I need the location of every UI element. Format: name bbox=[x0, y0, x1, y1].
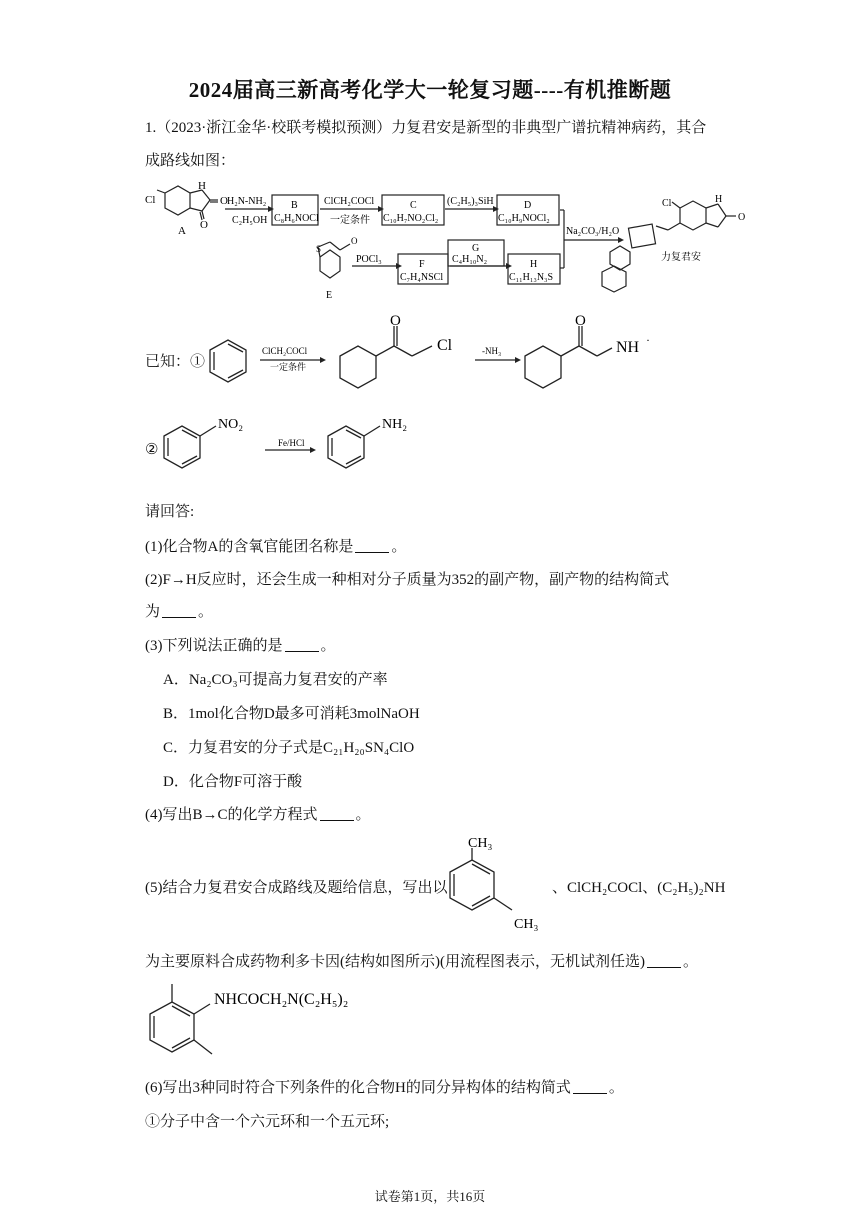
product-h: H bbox=[715, 194, 723, 205]
known-reaction-2 bbox=[160, 404, 460, 474]
page-title: 2024届高三新高考化学大一轮复习题----有机推断题 bbox=[188, 78, 672, 102]
condition-1: ①分子中含一个六元环和一个五元环; bbox=[145, 1114, 390, 1130]
reagent-bc-top: ClCH₂COCl bbox=[324, 196, 375, 207]
nh-atom: H bbox=[198, 182, 206, 192]
question-5-reagents: 、ClCH₂COCl、(C₂H₅)₂NH bbox=[552, 880, 726, 896]
question-1-intro-cont: 成路线如图： bbox=[145, 153, 236, 169]
option-a[interactable]: A．Na₂CO₃可提高力复君安的产率 bbox=[163, 672, 388, 688]
o-atom-2: O bbox=[200, 219, 208, 231]
question-3: (3)下列说法正确的是 。 bbox=[145, 638, 336, 654]
known-nh2: NH₂ bbox=[382, 417, 408, 432]
d-formula: C₁₀H₉NOCl₂ bbox=[498, 213, 550, 224]
question-1-intro: 1.（2023·浙江金华·校联考模拟预测）力复君安是新型的非典型广谱抗精神病药，其合 bbox=[145, 120, 707, 136]
d-label: D bbox=[524, 200, 532, 211]
known-r2-top: -NH₃ bbox=[482, 346, 502, 356]
question-2: (2)F→H反应时，还会生成一种相对分子质量为352的副产物，副产物的结构简式 bbox=[145, 572, 670, 588]
compound-a-ring bbox=[165, 186, 190, 215]
label-a: A bbox=[178, 225, 186, 237]
question-5-cont: 为主要原料合成药物利多卡因(结构如图所示)(用流程图表示，无机试剂任选) 。 bbox=[145, 954, 698, 970]
product-cl: Cl bbox=[662, 198, 672, 209]
f-label: F bbox=[419, 259, 425, 270]
answer-blank-5[interactable] bbox=[647, 953, 681, 968]
h-formula: C₁₁H₁₃N₃S bbox=[509, 272, 554, 283]
lidocaine-structure bbox=[140, 974, 380, 1064]
answer-blank-2[interactable] bbox=[162, 603, 196, 618]
label-e: E bbox=[326, 290, 333, 301]
b-formula: C₈H₆NOCl bbox=[274, 213, 319, 224]
known-o-2: O bbox=[575, 313, 586, 329]
question-4: (4)写出B→C的化学方程式 。 bbox=[145, 807, 371, 823]
m-xylene-structure bbox=[438, 832, 548, 940]
answer-blank-3[interactable] bbox=[285, 637, 319, 652]
b-label: B bbox=[291, 200, 298, 211]
option-d[interactable]: D．化合物F可溶于酸 bbox=[163, 774, 303, 790]
ch3-bottom: CH₃ bbox=[514, 917, 539, 932]
product-ring bbox=[680, 201, 706, 230]
reagent-ab-bot: C₂H₅OH bbox=[232, 215, 268, 226]
reagent-ef: POCl₃ bbox=[356, 254, 382, 265]
known-no2: NO₂ bbox=[218, 417, 244, 432]
ch3-top: CH₃ bbox=[468, 836, 493, 851]
reagent-ab-top: H₂N-NH₂ bbox=[227, 196, 267, 207]
o-atom: O bbox=[220, 195, 228, 207]
c-label: C bbox=[410, 200, 417, 211]
piperazine bbox=[628, 224, 655, 248]
known-r3-top: Fe/HCl bbox=[278, 438, 305, 448]
known-o-1: O bbox=[390, 313, 401, 329]
g-formula: C₄H₁₀N₂ bbox=[452, 254, 488, 265]
known-cl: Cl bbox=[437, 337, 453, 354]
reagent-bc-bot: 一定条件 bbox=[330, 215, 370, 226]
known-label-2: ② bbox=[145, 442, 159, 458]
option-b[interactable]: B．1mol化合物D最多可消耗3molNaOH bbox=[163, 706, 420, 722]
answer-blank-4[interactable] bbox=[320, 806, 354, 821]
page-footer: 试卷第1页，共16页 bbox=[374, 1189, 486, 1204]
lidocaine-sidechain: NHCOCH₂N(C₂H₅)₂ bbox=[214, 991, 349, 1008]
product-o: O bbox=[738, 212, 746, 223]
question-1: (1)化合物A的含氧官能团名称是 。 bbox=[145, 539, 407, 555]
question-6: (6)写出3种同时符合下列条件的化合物H的同分异构体的结构简式 。 bbox=[145, 1080, 624, 1096]
known-r1-top: ClCH₂COCl bbox=[262, 346, 308, 356]
question-2-cont: 为 。 bbox=[145, 604, 214, 620]
h-label: H bbox=[530, 259, 538, 270]
reagent-final: Na₂CO₃/H₂O bbox=[566, 226, 620, 237]
question-5: (5)结合力复君安合成路线及题给信息，写出以 bbox=[145, 880, 448, 896]
known-label: 已知：① bbox=[145, 354, 206, 370]
c-formula: C₁₀H₇NO₂Cl₂ bbox=[383, 213, 439, 224]
known-r1-bot: 一定条件 bbox=[270, 362, 307, 372]
answer-blank-1[interactable] bbox=[355, 538, 389, 553]
reagent-cd-top: (C₂H₅)₃SiH bbox=[447, 196, 494, 207]
synthesis-scheme bbox=[140, 182, 760, 312]
e-s-atom: S bbox=[316, 244, 322, 254]
known-reaction-1 bbox=[200, 312, 670, 402]
answer-blank-6[interactable] bbox=[573, 1079, 607, 1094]
prompt: 请回答: bbox=[145, 504, 195, 520]
e-o-atom: O bbox=[351, 236, 358, 246]
f-formula: C₇H₄NSCl bbox=[400, 272, 444, 283]
g-label: G bbox=[472, 243, 480, 254]
cl-atom: Cl bbox=[145, 194, 156, 206]
option-c[interactable]: C．力复君安的分子式是C₂₁H₂₀SN₄ClO bbox=[163, 740, 415, 756]
known-nh: NH bbox=[616, 339, 640, 356]
known-dot: · bbox=[646, 333, 650, 347]
compound-e-ring bbox=[320, 250, 340, 278]
product-name: 力复君安 bbox=[661, 252, 701, 263]
